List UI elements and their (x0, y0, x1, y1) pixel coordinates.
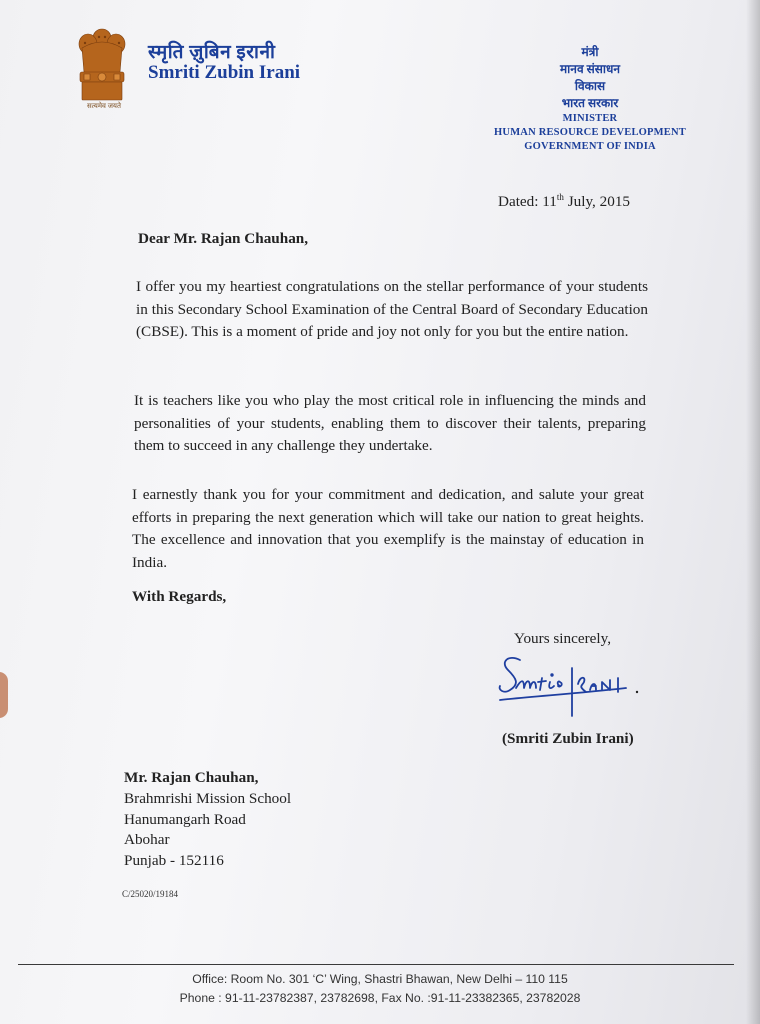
office-address: Office: Room No. 301 ‘C’ Wing, Shastri Bhawan, New Delhi – 110 115 (192, 972, 568, 986)
minister-name-hindi: स्मृति ज़ुबिन इरानी (148, 42, 276, 63)
letter-date (498, 192, 630, 211)
date-ordinal: th (556, 192, 564, 202)
designation-english-line: HUMAN RESOURCE DEVELOPMENT (494, 127, 686, 138)
address-line: Hanumangarh Road (124, 810, 246, 828)
letter-paragraph: I offer you my heartiest congratulations on the stellar performance of your students in this Secondary School Examination of the Central Board of Secondary Education (CBSE). This is a moment of pride and joy not only for you but the entire nation. (136, 278, 648, 341)
address-line: Brahmrishi Mission School (124, 789, 292, 807)
minister-name-english: Smriti Zubin Irani (148, 62, 301, 83)
thumb (0, 672, 8, 718)
address-line: Punjab - 152116 (124, 852, 224, 870)
designation-hindi-line: मानव संसाधन (560, 62, 620, 76)
phone-fax: Phone : 91-11-23782387, 23782698, Fax No. :91-11-23382365, 23782028 (179, 991, 581, 1005)
signatory-name: (Smriti Zubin Irani) (502, 730, 634, 747)
national-emblem-icon (70, 24, 134, 112)
designation-english-line: GOVERNMENT OF INDIA (524, 141, 656, 152)
address-line: Abohar (124, 831, 170, 849)
designation-hindi-line: भारत सरकार (561, 96, 619, 110)
footer-divider (18, 964, 734, 965)
date-prefix: Dated: 11 (498, 193, 557, 211)
salutation: Dear Mr. Rajan Chauhan, (138, 230, 309, 247)
letter-paragraph: I earnestly thank you for your commitment and dedication, and salute your great efforts in preparing the next generation which will take our nation to great heights. The excellence and innovation that you exemplify is the mainstay of education in India. (132, 486, 644, 571)
handwritten-signature (494, 648, 644, 720)
designation-hindi-line: विकास (574, 79, 606, 93)
recipient-address (124, 768, 291, 872)
date-rest: July, 2015 (563, 193, 631, 211)
emblem-motto: सत्यमेव जयते (87, 102, 121, 110)
recipient-name: Mr. Rajan Chauhan, (124, 769, 259, 786)
yours-sincerely: Yours sincerely, (514, 630, 612, 647)
letter-paragraph: It is teachers like you who play the most critical role in influencing the minds and personalities of your students, enabling them to discover their talents, preparing them to succeed in any challenge they undertake. (134, 392, 646, 455)
designation-block (470, 44, 710, 154)
designation-hindi-line: मंत्री (581, 45, 599, 59)
reference-number: C/25020/19184 (122, 889, 179, 899)
closing: With Regards, (132, 588, 227, 605)
footer (0, 970, 760, 1008)
designation-english-line: MINISTER (562, 113, 618, 124)
